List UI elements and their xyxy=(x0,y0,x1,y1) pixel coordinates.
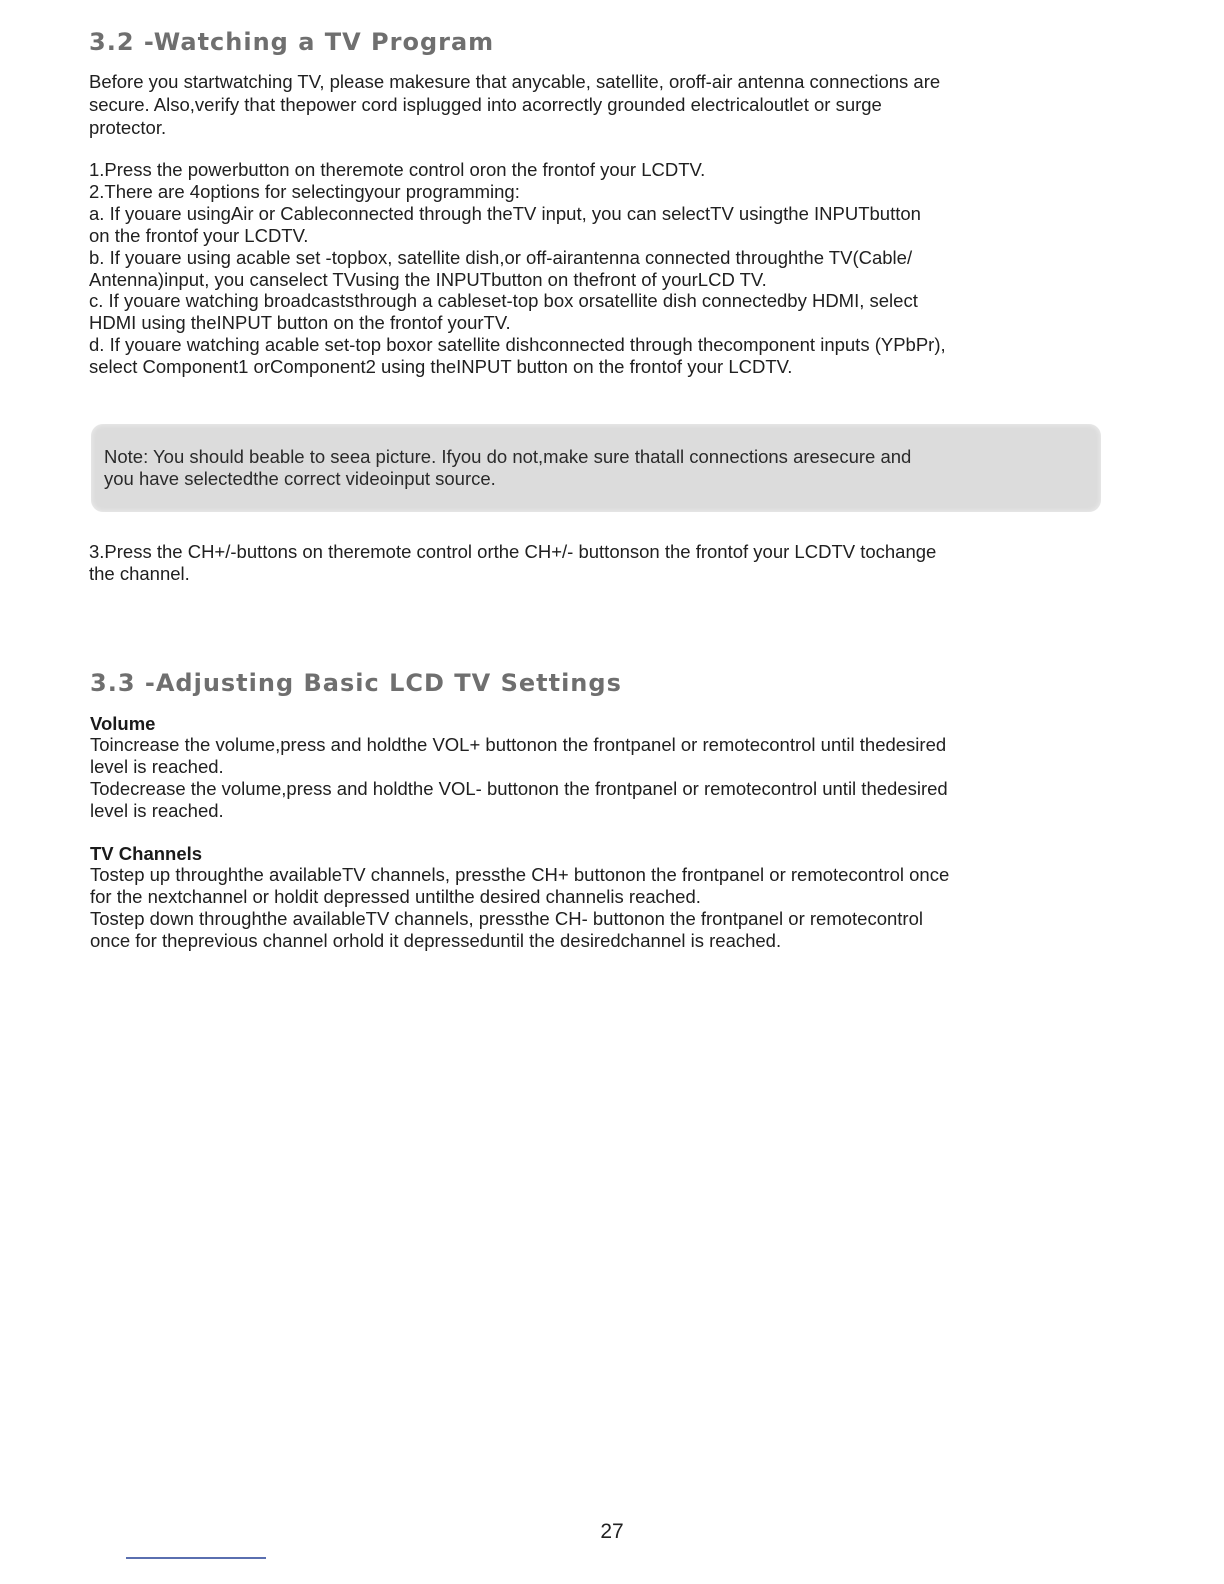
intro-line-2: secure. Also,verify that thepower cord isplugged into acorrectly grounded electricaloutlet or surge xyxy=(89,94,882,115)
channels-line-3: Tostep down throughthe availableTV channels, pressthe CH- buttonon the frontpanel or remotecontrol xyxy=(90,908,923,929)
channels-line-1: Tostep up throughthe availableTV channels, pressthe CH+ buttonon the frontpanel or remotecontrol once xyxy=(90,864,950,885)
page-number: 27 xyxy=(600,1520,624,1543)
note-line-2: you have selectedthe correct videoinput source. xyxy=(104,468,496,489)
option-b-line-1: b. If youare using acable set -topbox, satellite dish,or off-airantenna connected throughthe TV(Cable/ xyxy=(89,247,913,268)
step-3-line-1: 3.Press the CH+/-buttons on theremote control orthe CH+/- buttonson the frontof your LCDTV tochange xyxy=(89,541,937,562)
tv-channels-heading: TV Channels xyxy=(90,843,203,864)
option-d-line-2: select Component1 orComponent2 using theINPUT button on the frontof your LCDTV. xyxy=(89,356,793,377)
note-box xyxy=(91,424,1101,512)
step-3-line-2: the channel. xyxy=(89,563,190,584)
option-d-line-1: d. If youare watching acable set-top boxor satellite dishconnected through thecomponent inputs (YPbPr), xyxy=(89,334,946,355)
option-a-line-2: on the frontof your LCDTV. xyxy=(89,225,309,246)
footer-rule xyxy=(126,1557,266,1559)
option-c-line-1: c. If youare watching broadcaststhrough a cableset-top box orsatellite dish connectedby HDMI, select xyxy=(89,290,918,311)
section-3-3-title: 3.3 -Adjusting Basic LCD TV Settings xyxy=(90,669,622,697)
option-a-line-1: a. If youare usingAir or Cableconnected through theTV input, you can selectTV usingthe INPUTbutton xyxy=(89,203,921,224)
volume-line-3: Todecrease the volume,press and holdthe VOL- buttonon the frontpanel or remotecontrol until thedesired xyxy=(90,778,948,799)
volume-line-2: level is reached. xyxy=(90,756,224,777)
intro-line-1: Before you startwatching TV, please makesure that anycable, satellite, oroff-air antenna connections are xyxy=(89,71,941,92)
volume-heading: Volume xyxy=(90,713,156,734)
option-b-line-2: Antenna)input, you canselect TVusing the INPUTbutton on thefront of yourLCD TV. xyxy=(89,269,767,290)
volume-line-4: level is reached. xyxy=(90,800,224,821)
step-1: 1.Press the powerbutton on theremote control oron the frontof your LCDTV. xyxy=(89,159,706,180)
volume-line-1: Toincrease the volume,press and holdthe VOL+ buttonon the frontpanel or remotecontrol until thedesired xyxy=(90,734,947,755)
channels-line-4: once for theprevious channel orhold it depresseduntil the desiredchannel is reached. xyxy=(90,930,782,951)
option-c-line-2: HDMI using theINPUT button on the frontof yourTV. xyxy=(89,312,511,333)
step-2: 2.There are 4options for selectingyour programming: xyxy=(89,181,520,202)
intro-line-3: protector. xyxy=(89,117,167,138)
section-3-2-title: 3.2 -Watching a TV Program xyxy=(89,28,495,56)
note-line-1: Note: You should beable to seea picture. Ifyou do not,make sure thatall connections aresecure and xyxy=(104,446,912,467)
channels-line-2: for the nextchannel or holdit depressed untilthe desired channelis reached. xyxy=(90,886,701,907)
